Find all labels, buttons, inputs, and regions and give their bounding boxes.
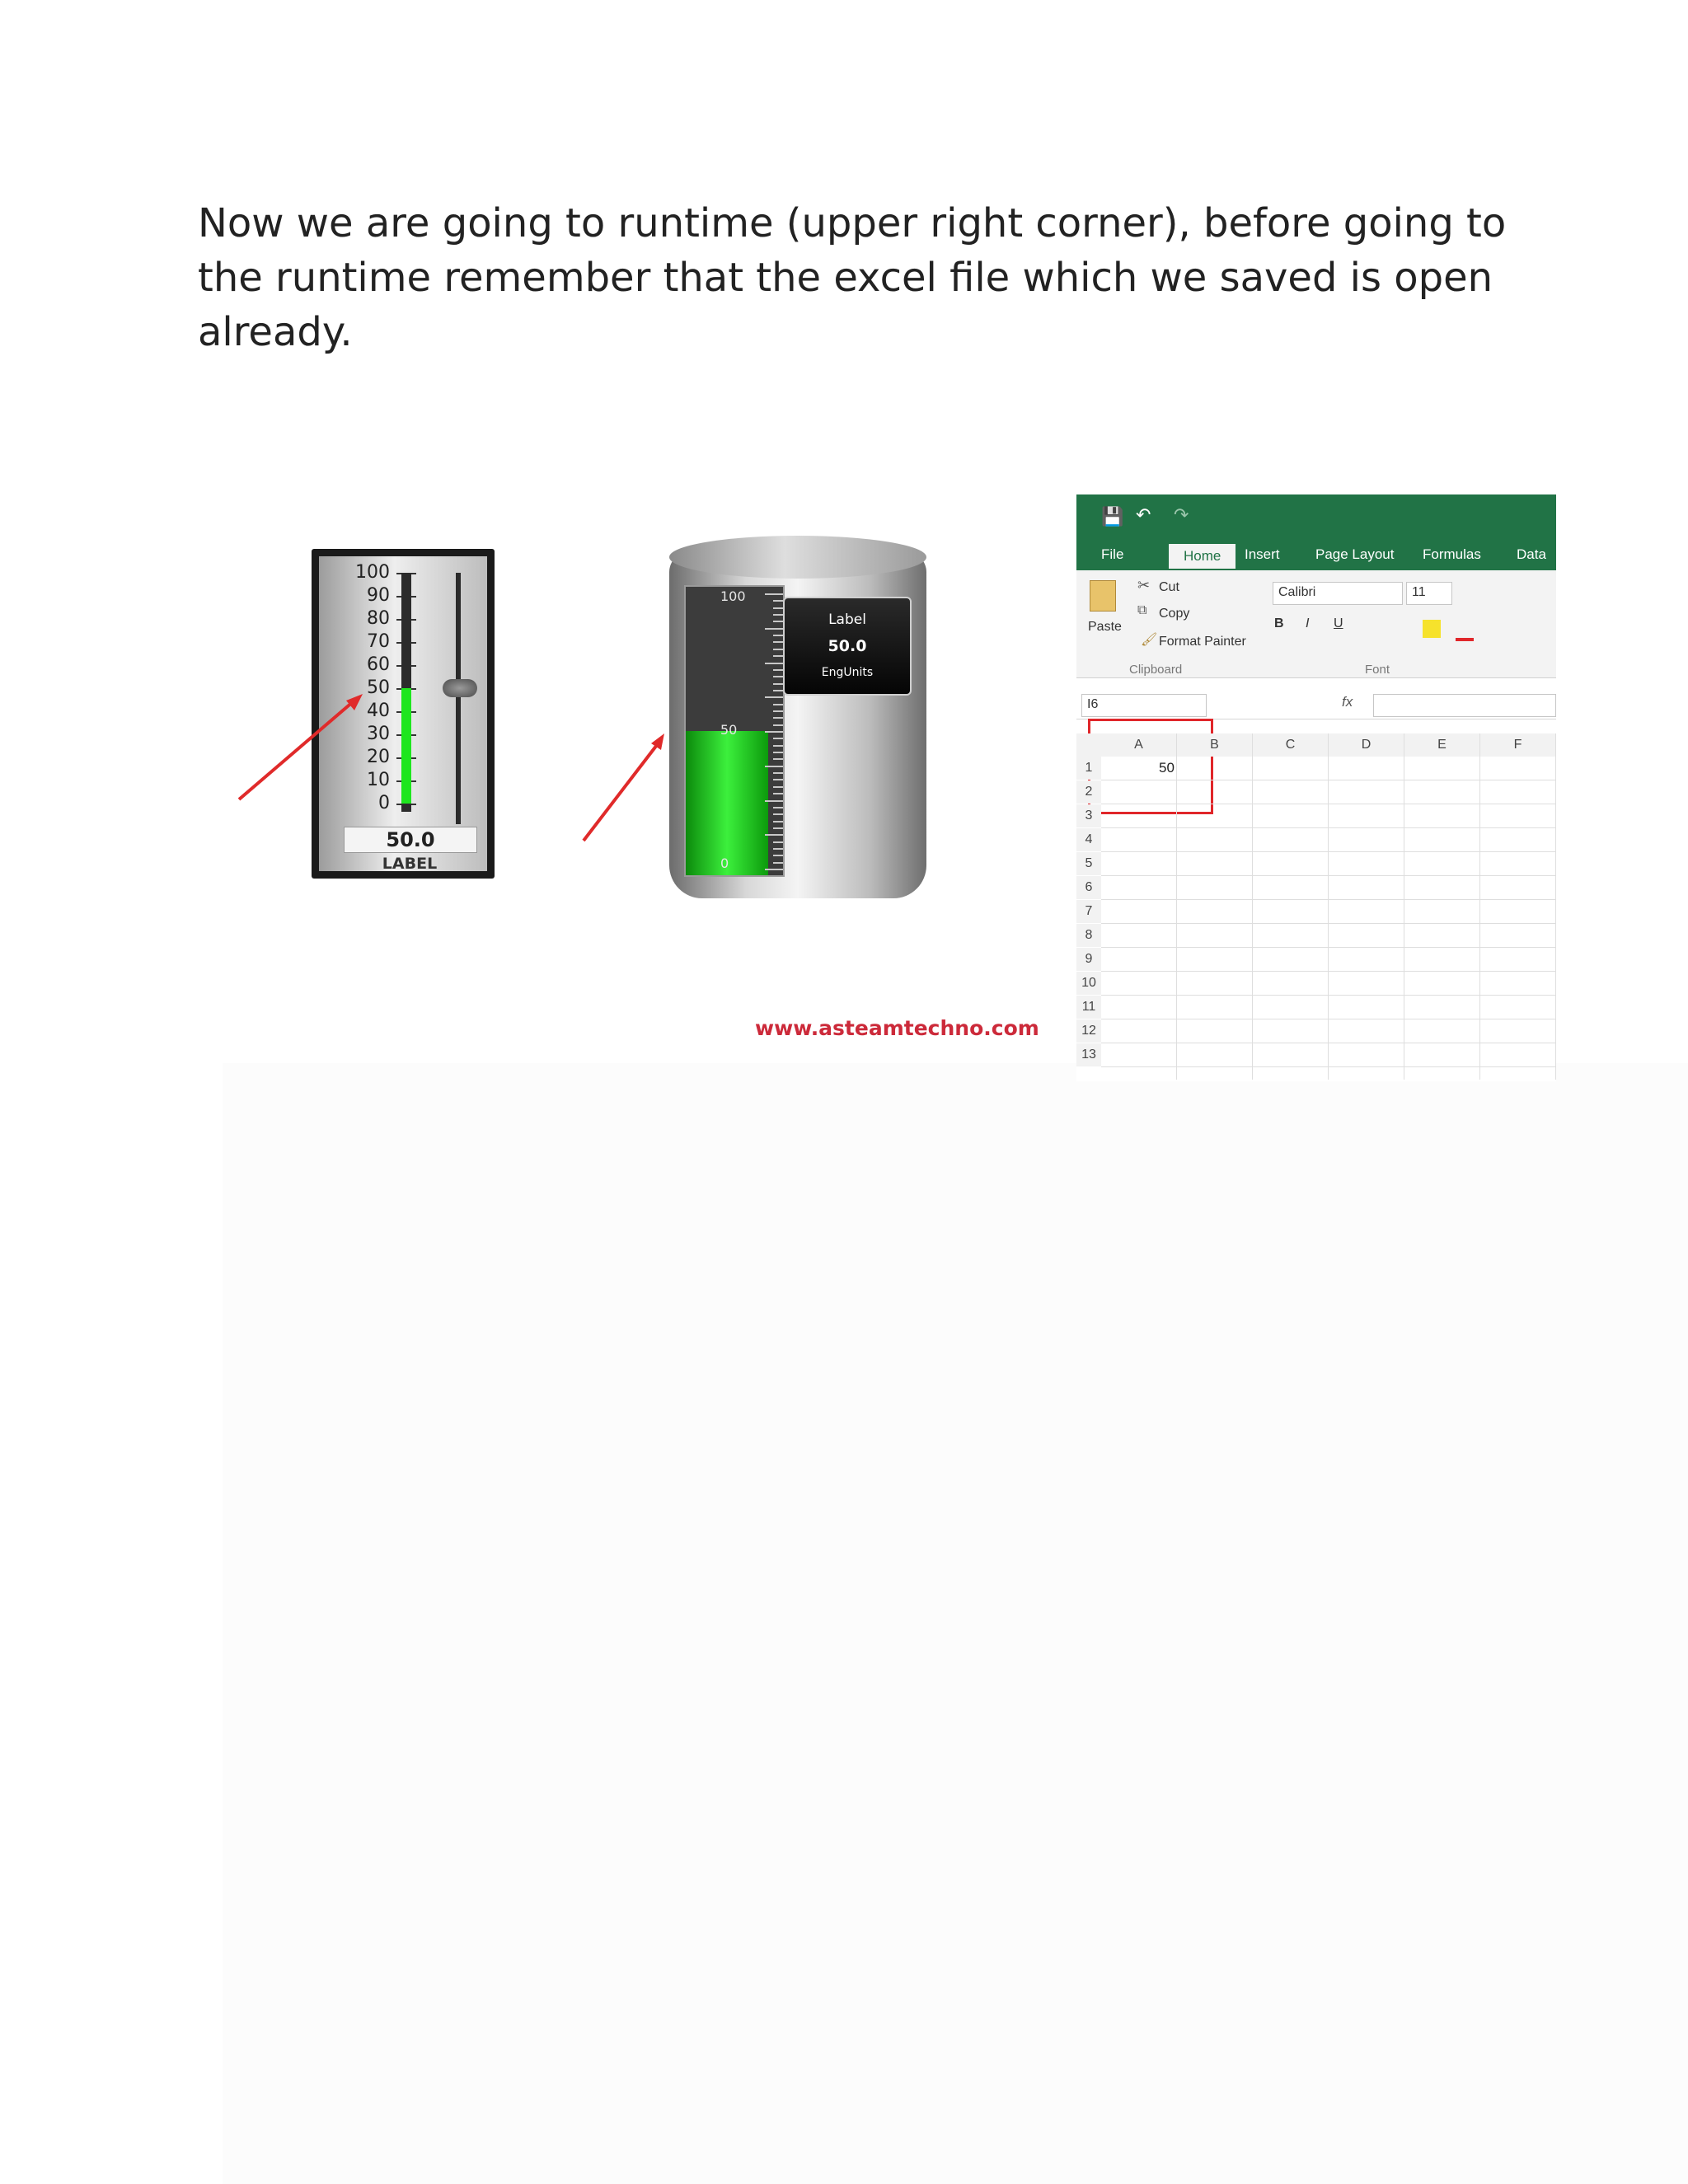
tank-tick: [773, 676, 783, 677]
copy-icon: ⧉: [1137, 603, 1147, 617]
gauge-scale-label: 100: [355, 562, 390, 583]
gauge-slider-knob[interactable]: [443, 679, 477, 697]
tank-tick: [773, 855, 783, 856]
save-icon[interactable]: 💾: [1101, 506, 1124, 527]
tank-tick: [773, 738, 783, 739]
website-watermark: www.asteamtechno.com: [755, 1016, 1039, 1040]
row-header[interactable]: 13: [1076, 1043, 1101, 1066]
tank-tick: [765, 696, 783, 698]
tank-tick: [773, 614, 783, 616]
row-header[interactable]: 1: [1076, 757, 1101, 780]
tank-tick: [773, 641, 783, 643]
tank-tick: [773, 607, 783, 609]
tank-scale-label: 0: [720, 855, 729, 871]
tank-fill: [686, 731, 768, 875]
column-header[interactable]: C: [1253, 733, 1329, 757]
tank-top: [669, 536, 926, 579]
grid-line: [1328, 733, 1329, 1080]
tank-tick: [765, 869, 783, 870]
format-painter-button[interactable]: Format Painter: [1159, 635, 1246, 649]
font-name-value: Calibri: [1278, 585, 1316, 599]
arrow-to-gauge: [231, 684, 371, 808]
tank-tick: [773, 655, 783, 657]
tank-gauge: [669, 536, 926, 910]
cut-button[interactable]: Cut: [1159, 580, 1179, 594]
grid-line: [1101, 971, 1556, 972]
gauge-fill: [401, 688, 411, 804]
tank-tick: [773, 786, 783, 788]
gauge-scale-label: 30: [367, 724, 390, 744]
arrow-to-tank: [577, 725, 676, 849]
row-header[interactable]: 8: [1076, 924, 1101, 947]
gauge-slider-rail: [456, 573, 461, 824]
tank-tick: [773, 621, 783, 622]
tank-tick: [773, 649, 783, 650]
tank-tick: [765, 628, 783, 630]
column-header[interactable]: E: [1404, 733, 1480, 757]
tab-home[interactable]: Home: [1169, 544, 1236, 569]
grid-line: [1176, 733, 1177, 1080]
column-header[interactable]: B: [1177, 733, 1253, 757]
font-color-icon[interactable]: [1456, 620, 1474, 641]
format-painter-icon: 🖌: [1141, 633, 1158, 647]
tank-tick: [773, 690, 783, 691]
tank-tick: [773, 600, 783, 602]
row-header[interactable]: 11: [1076, 996, 1101, 1019]
column-header[interactable]: D: [1329, 733, 1404, 757]
tank-tick: [773, 717, 783, 719]
tab-data[interactable]: Data: [1517, 546, 1546, 562]
gauge-label: LABEL: [382, 855, 438, 873]
tank-scale: [684, 585, 785, 877]
tab-file[interactable]: File: [1101, 546, 1124, 562]
gauge-value: 50.0: [344, 827, 477, 853]
tank-tick: [773, 704, 783, 705]
gauge-scale-label: 10: [367, 770, 390, 790]
cell-a1[interactable]: 50: [1159, 760, 1175, 776]
undo-icon[interactable]: ↶: [1136, 504, 1151, 525]
tank-tick: [773, 841, 783, 843]
tank-tick: [773, 848, 783, 850]
redo-icon[interactable]: ↷: [1174, 504, 1189, 525]
font-size-select[interactable]: [1406, 582, 1452, 605]
tank-tick: [773, 752, 783, 753]
row-header[interactable]: 7: [1076, 900, 1101, 923]
formula-input[interactable]: [1373, 694, 1556, 717]
gauge-scale-label: 20: [367, 747, 390, 767]
gauge-scale-label: 0: [378, 793, 390, 813]
grid-line: [1101, 923, 1556, 924]
row-header[interactable]: 10: [1076, 972, 1101, 995]
column-header[interactable]: F: [1480, 733, 1556, 757]
tank-tick: [765, 800, 783, 802]
font-group-label: Font: [1365, 663, 1390, 677]
fill-color-icon[interactable]: [1423, 620, 1441, 638]
formula-bar: [1076, 691, 1556, 719]
grid-line: [1252, 733, 1253, 1080]
tank-tick: [773, 635, 783, 636]
function-icon[interactable]: fx: [1342, 694, 1353, 710]
instruction-paragraph: Now we are going to runtime (upper right corner), before going to the runtime remember that the excel file which we saved is open already.: [198, 200, 1507, 355]
ribbon: [1076, 570, 1556, 678]
underline-button[interactable]: U: [1334, 616, 1343, 630]
tank-tick: [765, 834, 783, 836]
row-header[interactable]: 4: [1076, 828, 1101, 851]
tank-tick: [773, 862, 783, 864]
name-box[interactable]: [1081, 694, 1207, 717]
gauge-scale-label: 50: [367, 677, 390, 698]
tank-info-panel: [783, 597, 912, 696]
row-header[interactable]: 5: [1076, 852, 1101, 875]
select-all-corner[interactable]: [1076, 733, 1102, 757]
tank-tick: [773, 669, 783, 671]
tank-panel-units: EngUnits: [821, 666, 874, 679]
tab-insert[interactable]: Insert: [1245, 546, 1280, 562]
tank-tick: [765, 731, 783, 733]
excel-titlebar: [1076, 494, 1556, 541]
tank-tick: [773, 779, 783, 780]
row-header[interactable]: 2: [1076, 780, 1101, 804]
tank-tick: [773, 793, 783, 794]
gauge-scale-label: 70: [367, 631, 390, 652]
gauge-scale-label: 90: [367, 585, 390, 606]
cut-icon: ✂: [1137, 577, 1151, 593]
copy-button[interactable]: Copy: [1159, 607, 1190, 621]
grid-line: [1101, 827, 1556, 828]
font-name-select[interactable]: [1273, 582, 1403, 605]
tab-page-layout[interactable]: Page Layout: [1315, 546, 1395, 562]
grid-line: [1101, 995, 1556, 996]
tank-tick: [773, 683, 783, 685]
font-size-value: 11: [1412, 585, 1426, 599]
clipboard-group-label: Clipboard: [1129, 663, 1183, 677]
row-header[interactable]: 3: [1076, 804, 1101, 827]
tank-tick: [765, 663, 783, 664]
paste-icon[interactable]: [1090, 580, 1116, 612]
italic-button[interactable]: I: [1306, 616, 1310, 630]
gauge-scale-label: 80: [367, 608, 390, 629]
tank-scale-label: 100: [720, 588, 746, 604]
row-header[interactable]: 9: [1076, 948, 1101, 971]
tank-tick: [773, 813, 783, 815]
gauge-scale-label: 60: [367, 654, 390, 675]
tank-tick: [773, 807, 783, 808]
tank-tick: [765, 593, 783, 595]
page-shade: [223, 1063, 1688, 2184]
tab-formulas[interactable]: Formulas: [1423, 546, 1481, 562]
tank-tick: [773, 821, 783, 823]
name-box-value: I6: [1087, 697, 1099, 711]
tank-tick: [773, 827, 783, 829]
grid-line: [1101, 851, 1556, 852]
tank-tick: [773, 724, 783, 726]
tank-tick: [765, 766, 783, 767]
tank-scale-label: 50: [720, 722, 738, 738]
grid-line: [1479, 733, 1480, 1080]
column-header[interactable]: A: [1101, 733, 1177, 757]
tank-tick: [773, 758, 783, 760]
excel-window: [1076, 494, 1556, 1081]
grid-line: [1101, 875, 1556, 876]
bold-button[interactable]: B: [1274, 616, 1284, 630]
grid-line: [1555, 733, 1556, 1080]
tank-panel-label: Label: [828, 612, 866, 628]
tank-tick: [773, 772, 783, 774]
row-header[interactable]: 12: [1076, 1019, 1101, 1043]
paste-button[interactable]: Paste: [1088, 620, 1122, 634]
row-header[interactable]: 6: [1076, 876, 1101, 899]
tank-tick: [773, 710, 783, 712]
grid-line: [1101, 899, 1556, 900]
grid-line: [1101, 947, 1556, 948]
tank-tick: [773, 745, 783, 747]
gauge-scale-label: 40: [367, 701, 390, 721]
tank-panel-value: 50.0: [828, 637, 867, 655]
grid-line: [1101, 1066, 1556, 1067]
